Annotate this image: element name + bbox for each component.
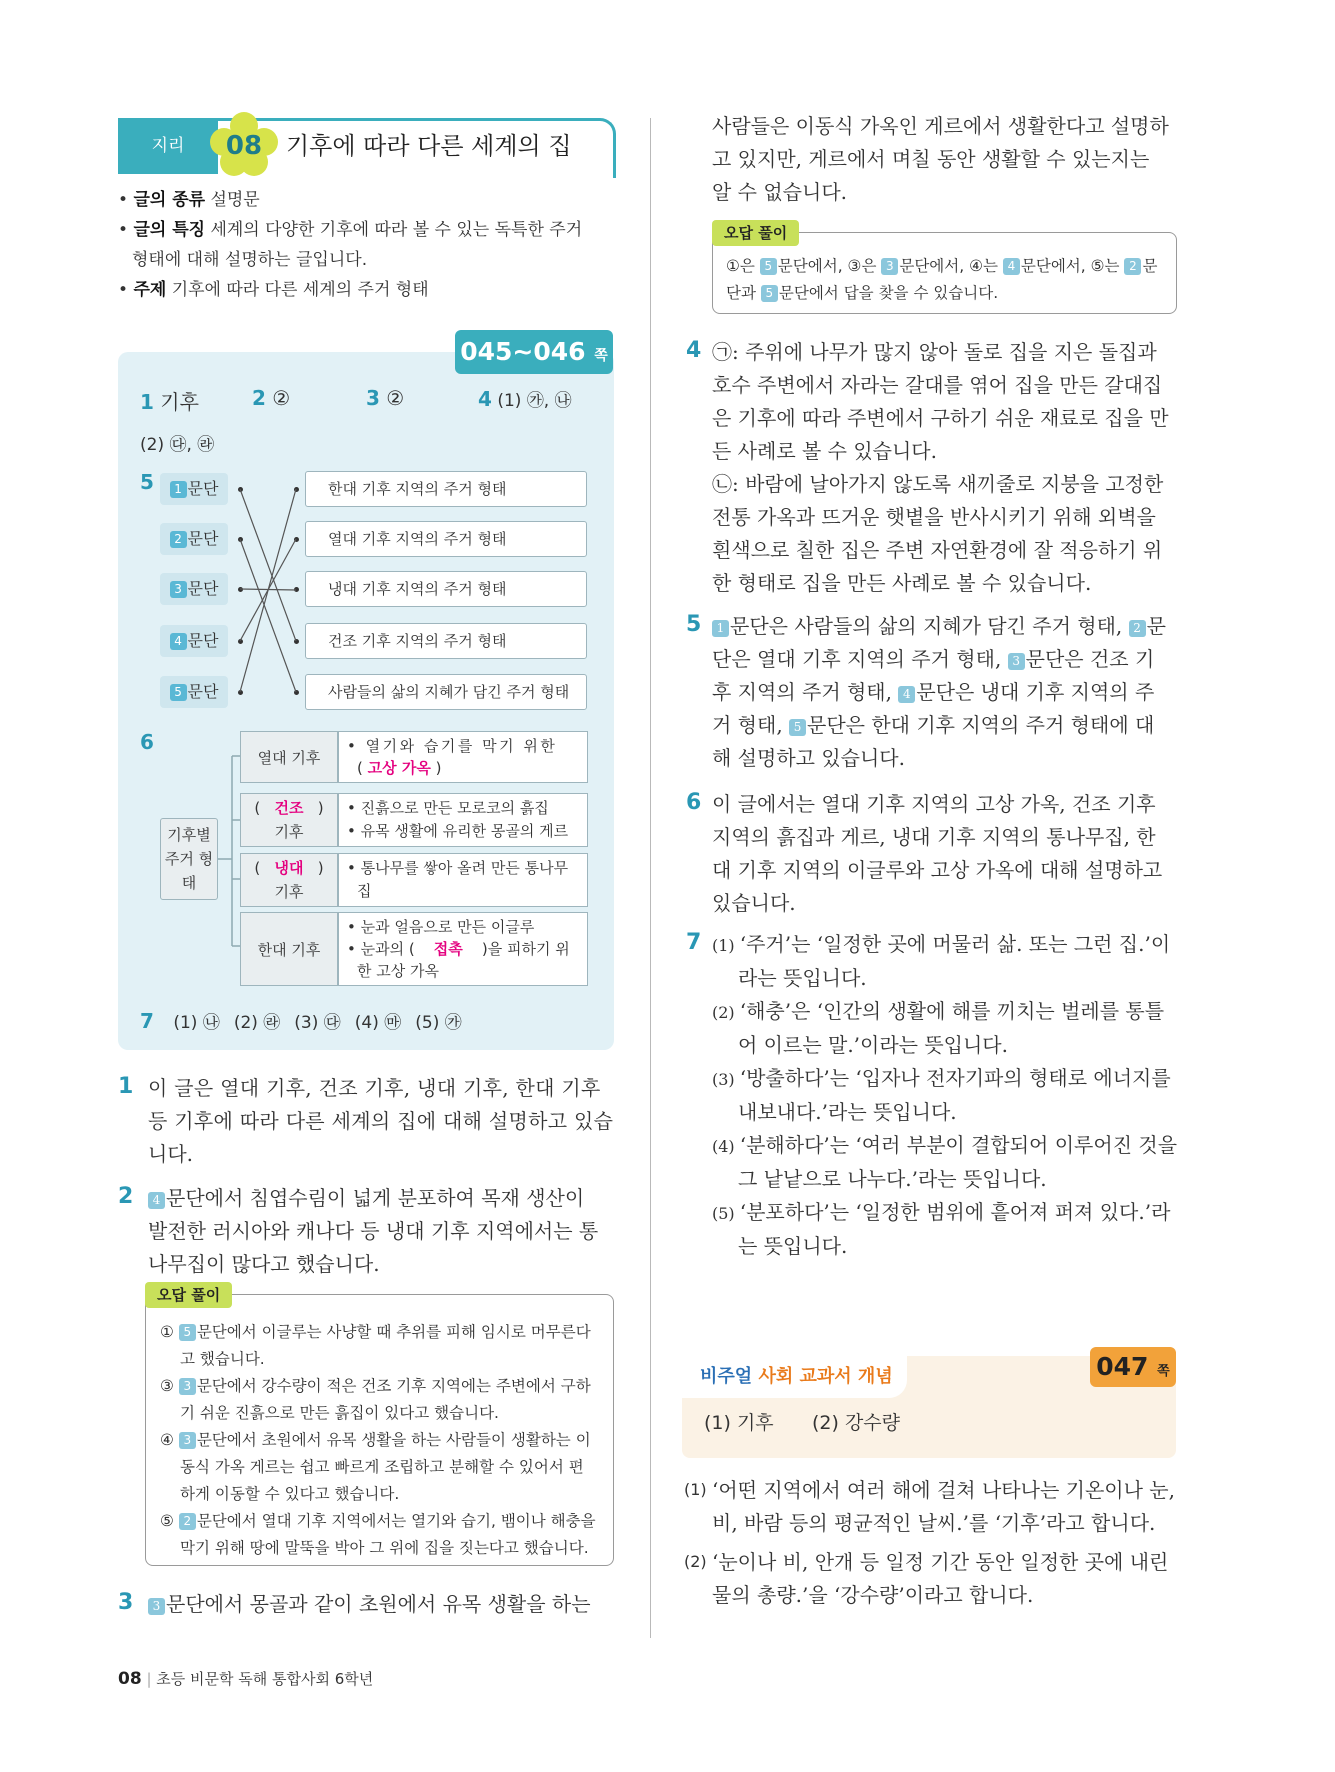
q6-row1-desc: • 열기와 습기를 막기 위한 ( 고상 가옥 ) (338, 731, 588, 783)
match-dot-right (294, 587, 299, 592)
q6-number: 6 (140, 730, 154, 754)
para-badge: 3 (148, 1598, 165, 1615)
answer-q3 (366, 386, 404, 410)
q6-answer-naengdae: 냉대 (274, 859, 304, 877)
q6-row4-climate: 한대 기후 (240, 912, 338, 986)
para-badge: 3 (170, 581, 187, 598)
page-footer: 08 | 초등 비문학 독해 통합사회 6학년 (118, 1669, 374, 1689)
explain-3-number: 3 (118, 1590, 134, 1615)
para-badge: 3 (881, 258, 898, 275)
q6-answer-geonjo: 건조 (274, 799, 304, 817)
para-badge: 5 (179, 1324, 196, 1341)
explain-6-text: 이 글에서는 열대 기후 지역의 고상 가옥, 건조 기후 지역의 흙집과 게르, 냉대 기후 지역의 통나무집, 한 대 기후 지역의 이글루와 고상 가옥에 대해 설명하고 있습니다. (712, 792, 1163, 915)
page-ref-tag (455, 330, 613, 374)
q5-paragraph-2 (160, 523, 228, 555)
match-dot-right (294, 639, 299, 644)
odap-left-text (160, 1319, 608, 1562)
para-badge: 5 (761, 285, 778, 302)
para-badge: 4 (898, 686, 915, 703)
q5-choice-3: 냉대 기후 지역의 주거 형태 (305, 571, 587, 607)
visual-title: 비주얼 사회 교과서 개념 (700, 1366, 893, 1387)
q5-number: 5 (140, 470, 154, 494)
q1-answer: 기후 (160, 390, 199, 414)
q2-answer: ② (272, 386, 291, 410)
lesson-number: 08 (225, 131, 263, 161)
explain-2-number: 2 (118, 1184, 134, 1209)
visual-explain-1: ‘어떤 지역에서 여러 해에 걸쳐 나타나는 기온이나 눈, 비, 바람 등의 평균적인 날씨.’를 ‘기후’라고 합니다. (712, 1478, 1175, 1535)
lesson-header (118, 118, 616, 178)
odap-item-cont: 동식 가옥 게르는 쉽고 빠르게 조립하고 분해할 수 있어서 편 (180, 1458, 584, 1476)
para-badge: 4 (148, 1192, 165, 1209)
para-badge: 2 (1129, 620, 1146, 637)
odap-item: ① 5 문단에서 이글루는 사냥할 때 추위를 피해 임시로 머무른다 (160, 1323, 591, 1341)
odap-item: ④ 3 문단에서 초원에서 유목 생활을 하는 사람들이 생활하는 이 (160, 1431, 591, 1449)
q5-choice-4: 건조 기후 지역의 주거 형태 (305, 623, 587, 659)
genre-value: 설명문 (210, 190, 260, 210)
q4-number: 4 (478, 387, 492, 411)
genre-label: 글의 종류 (133, 190, 206, 210)
q5-paragraph-4 (160, 625, 228, 657)
explain-3-text: 3 문단에서 몽골과 같이 초원에서 유목 생활을 하는 (148, 1588, 618, 1621)
para-badge: 4 (1003, 258, 1020, 275)
para-label: 문단 (187, 479, 219, 498)
explain-2-text: 4 문단에서 침엽수림이 넓게 분포하여 목재 생산이 발전한 러시아와 캐나다 등 냉대 기후 지역에서는 통 나무집이 많다고 했습니다. (148, 1186, 599, 1276)
explain-5-line: 1 문단은 사람들의 삶의 지혜가 담긴 주거 형태, 2 문 (712, 610, 1182, 643)
para-badge: 3 (1008, 653, 1025, 670)
explain-7-text (712, 928, 1182, 1263)
q7-answer: (1) ㉯ (173, 1013, 220, 1033)
explain-7-item: (5) ‘분포하다’는 ‘일정한 범위에 흩어져 퍼져 있다.’라 (712, 1200, 1171, 1224)
para-badge: 2 (1124, 258, 1141, 275)
para-label: 문단 (187, 529, 219, 548)
q1-number: 1 (140, 390, 154, 414)
explain-7-item-cont: 는 뜻입니다. (738, 1234, 848, 1258)
para-badge: 5 (760, 258, 777, 275)
q7-answer: (2) ㉱ (233, 1013, 281, 1033)
feature-value-cont: 형태에 대해 설명하는 글입니다. (132, 250, 368, 270)
explain-4-number: 4 (686, 338, 702, 363)
feature-label: 글의 특징 (133, 220, 206, 240)
q3-answer: ② (386, 386, 405, 410)
para-badge: 2 (179, 1513, 196, 1530)
feature-value: 세계의 다양한 기후에 따라 볼 수 있는 독특한 주거 (210, 220, 583, 240)
explain-7-item: (1) ‘주거’는 ‘일정한 곳에 머물러 삶. 또는 그런 집.’이 (712, 932, 1171, 956)
answer-q4 (478, 386, 572, 411)
q3-number: 3 (366, 386, 380, 410)
match-dot-left (238, 690, 243, 695)
explain-5-line: 거 형태, 5 문단은 한대 기후 지역의 주거 형태에 대 (712, 713, 1155, 737)
q6-root: 기후별 주거 형태 (160, 818, 218, 900)
q6-answer-jeopchok: 접촉 (433, 940, 463, 958)
odap-item-cont: 기 쉬운 진흙으로 만든 흙집이 있다고 했습니다. (180, 1404, 499, 1422)
column-divider (650, 118, 651, 1638)
explain-5-text (712, 610, 1182, 775)
visual-page-tag: 047 쪽 (1090, 1347, 1176, 1387)
match-dot-left (238, 639, 243, 644)
explain-5-line: 단은 열대 기후 지역의 주거 형태, 3 문단은 건조 기 (712, 647, 1155, 671)
para-badge: 2 (170, 531, 187, 548)
subject-tab: 지리 (118, 118, 218, 174)
odap-right-text: ①은 5 문단에서, ③은 3 문단에서, ④는 4 문단에서, ⑤는 2 문 단과 5 문단에서 답을 찾을 수 있습니다. (726, 257, 1158, 302)
odap-tag-right: 오답 풀이 (712, 220, 799, 246)
odap-item: ⑤ 2 문단에서 열대 기후 지역에서는 열기와 습기, 뱀이나 해충을 (160, 1512, 596, 1530)
q4-answer-a: (1) ㉮, ㉯ (497, 391, 572, 411)
odap-item: ③ 3 문단에서 강수량이 적은 건조 기후 지역에는 주변에서 구하 (160, 1377, 591, 1395)
q7-answer: (3) ㉰ (294, 1013, 341, 1033)
para-badge: 1 (712, 620, 729, 637)
explain-1-number: 1 (118, 1074, 134, 1099)
answer-q1 (140, 386, 199, 415)
para-label: 문단 (187, 682, 219, 701)
visual-answer-1: (1) 기후 (704, 1412, 774, 1434)
explain-7-item: (3) ‘방출하다’는 ‘입자나 전자기파의 형태로 에너지를 (712, 1066, 1171, 1090)
q4-answer-b: (2) ㉰, ㉱ (140, 435, 215, 455)
match-dot-right (294, 487, 299, 492)
match-dot-right (294, 537, 299, 542)
page-ref-unit: 쪽 (594, 348, 608, 364)
explain-7-item: (2) ‘해충’은 ‘인간의 생활에 해를 끼치는 벌레를 통틀 (712, 999, 1165, 1023)
lesson-meta: • 글의 종류 설명문 • 글의 특징 세계의 다양한 기후에 따라 볼 수 있는 독특한 주거 형태에 대해 설명하는 글입니다. • 주제 기후에 따라 다른 세계의 주거 형태 (118, 185, 618, 305)
odap-item-cont: 하게 이동할 수 있다고 했습니다. (180, 1485, 400, 1503)
q6-row4-desc: • 눈과 얼음으로 만든 이글루 • 눈과의 ( 접촉 )을 피하기 위 한 고상 가옥 (338, 912, 588, 986)
explain-5-line: 후 지역의 주거 형태, 4 문단은 냉대 기후 지역의 주 (712, 680, 1155, 704)
explain-7-item: (4) ‘분해하다’는 ‘여러 부분이 결합되어 이루어진 것을 (712, 1133, 1178, 1157)
explain-7-number: 7 (686, 930, 702, 955)
para-badge: 5 (789, 719, 806, 736)
para-badge: 1 (170, 481, 187, 498)
q5-paragraph-5 (160, 676, 228, 708)
q6-row2-climate: ( 건조 ) 기후 (240, 793, 338, 847)
explain-5-line: 해 설명하고 있습니다. (712, 746, 905, 770)
book-title: 초등 비문학 독해 통합사회 6학년 (156, 1670, 374, 1688)
match-dot-left (238, 537, 243, 542)
q6-answer-goshang: 고상 가옥 (367, 759, 431, 777)
q7-number: 7 (140, 1009, 154, 1033)
visual-explain-1-mark: (1) (684, 1480, 707, 1499)
page-number: 08 (118, 1669, 142, 1689)
q6-row3-desc: • 통나무를 쌓아 올려 만든 통나무 집 (338, 853, 588, 907)
explain-7-item-cont: 내보내다.’라는 뜻입니다. (738, 1100, 957, 1124)
match-dot-left (238, 587, 243, 592)
theme-value: 기후에 따라 다른 세계의 주거 형태 (171, 280, 429, 300)
answer-q2 (252, 386, 290, 410)
match-dot-left (238, 487, 243, 492)
q5-choice-1: 한대 기후 지역의 주거 형태 (305, 471, 587, 507)
para-badge: 5 (170, 684, 187, 701)
odap-item-cont: 고 했습니다. (180, 1350, 265, 1368)
q5-choice-5: 사람들의 삶의 지혜가 담긴 주거 형태 (305, 674, 587, 710)
q5-paragraph-1 (160, 473, 228, 505)
visual-answer-2: (2) 강수량 (812, 1412, 901, 1434)
odap-tag-left: 오답 풀이 (145, 1282, 232, 1308)
explain-6-number: 6 (686, 790, 702, 815)
para-badge: 4 (170, 633, 187, 650)
q6-row3-climate: ( 냉대 ) 기후 (240, 853, 338, 907)
q6-row2-desc: • 진흙으로 만든 모로코의 흙집 • 유목 생활에 유리한 몽골의 게르 (338, 793, 588, 847)
q2-number: 2 (252, 386, 266, 410)
explain-1-text: 이 글은 열대 기후, 건조 기후, 냉대 기후, 한대 기후 등 기후에 따라 다른 세계의 집에 대해 설명하고 있습 니다. (148, 1076, 614, 1166)
explain-7-item-cont: 라는 뜻입니다. (738, 966, 867, 990)
visual-explain-2: ‘눈이나 비, 안개 등 일정 기간 동안 일정한 곳에 내린 물의 총량.’을 ‘강수량’이라고 합니다. (712, 1550, 1169, 1607)
lesson-title: 기후에 따라 다른 세계의 집 (286, 132, 572, 160)
page-ref: 045~046 (460, 337, 586, 366)
para-badge: 3 (179, 1378, 196, 1395)
q5-choice-2: 열대 기후 지역의 주거 형태 (305, 521, 587, 557)
explain-4-text: ㉠: 주위에 나무가 많지 않아 돌로 집을 지은 돌집과 호수 주변에서 자라는 갈대를 엮어 집을 만든 갈대집 은 기후에 따라 주변에서 구하기 쉬운 재료로 집을 만 든 사례로 볼 수 있습니다. ㉡: 바람에 날아가지 않도록 새끼줄로 지붕을 고정한 전통 가옥과 뜨거운 햇볕을 반사시키기 위해 외벽을 흰색으로 칠한 집은 주변 자연환경에 잘 적응하기 위 한 형태로 집을 만든 사례로 볼 수 있습니다. (712, 340, 1169, 595)
explain-5-number: 5 (686, 612, 702, 637)
para-badge: 3 (179, 1432, 196, 1449)
explain-7-item-cont: 어 이르는 말.’이라는 뜻입니다. (738, 1033, 1008, 1057)
para-label: 문단 (187, 579, 219, 598)
explain-7-item-cont: 그 낱낱으로 나누다.’라는 뜻입니다. (738, 1167, 1047, 1191)
q5-paragraph-3 (160, 573, 228, 605)
match-dot-right (294, 690, 299, 695)
visual-explain-2-mark: (2) (684, 1552, 707, 1571)
q6-row1-climate: 열대 기후 (240, 731, 338, 783)
para-label: 문단 (187, 631, 219, 650)
odap-item-cont: 막기 위해 땅에 말뚝을 박아 그 위에 집을 짓는다고 했습니다. (180, 1539, 589, 1557)
q7-answer: (4) ㉲ (354, 1013, 402, 1033)
theme-label: 주제 (133, 280, 167, 300)
answer-q7 (140, 1008, 462, 1033)
q7-answer: (5) ㉮ (415, 1013, 462, 1033)
explain-3-cont: 사람들은 이동식 가옥인 게르에서 생활한다고 설명하 고 있지만, 게르에서 며칠 동안 생활할 수 있는지는 알 수 없습니다. (712, 114, 1169, 204)
